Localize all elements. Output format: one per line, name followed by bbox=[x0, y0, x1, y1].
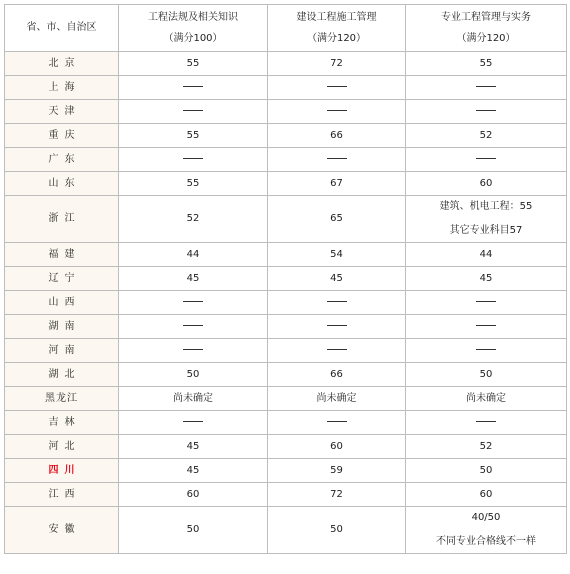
table-row bbox=[5, 124, 567, 148]
table-body bbox=[5, 52, 567, 554]
score-cell-c2: 59 bbox=[268, 459, 406, 483]
score-cell-c3 bbox=[406, 483, 567, 507]
score-cell-c3 bbox=[406, 52, 567, 76]
score-cell-c2: 66 bbox=[268, 124, 406, 148]
score-value: 50 bbox=[479, 368, 493, 380]
score-value: 不同专业合格线不一样 bbox=[436, 536, 536, 547]
dash-mark bbox=[183, 110, 203, 111]
score-cell-c2: 66 bbox=[268, 363, 406, 387]
score-cell-c2 bbox=[268, 76, 406, 100]
score-cell-c3 bbox=[406, 148, 567, 172]
score-cell-c3 bbox=[406, 172, 567, 196]
score-cell-c2: 45 bbox=[268, 267, 406, 291]
score-cell-c1 bbox=[119, 291, 268, 315]
header-col1-full: （满分100） bbox=[163, 32, 223, 44]
score-cell-c1: 45 bbox=[119, 267, 268, 291]
score-table-container bbox=[4, 4, 566, 554]
score-cell-c3 bbox=[406, 243, 567, 267]
score-cell-c3 bbox=[406, 291, 567, 315]
region-cell: 山西 bbox=[5, 291, 119, 315]
table-row bbox=[5, 339, 567, 363]
dash-mark bbox=[327, 301, 347, 302]
region-cell: 安徽 bbox=[5, 507, 119, 554]
region-cell: 江西 bbox=[5, 483, 119, 507]
table-row bbox=[5, 387, 567, 411]
score-cell-c1: 45 bbox=[119, 459, 268, 483]
score-cell-c3 bbox=[406, 196, 567, 243]
region-cell: 福建 bbox=[5, 243, 119, 267]
dash-mark bbox=[327, 349, 347, 350]
dash-mark bbox=[327, 86, 347, 87]
header-col3-full: （满分120） bbox=[456, 32, 516, 44]
score-cell-c2: 60 bbox=[268, 435, 406, 459]
table-row bbox=[5, 483, 567, 507]
region-cell: 山东 bbox=[5, 172, 119, 196]
score-cell-c1: 55 bbox=[119, 52, 268, 76]
table-row bbox=[5, 52, 567, 76]
score-cell-c3 bbox=[406, 507, 567, 554]
dash-mark bbox=[476, 158, 496, 159]
dash-mark bbox=[183, 325, 203, 326]
score-cell-c1 bbox=[119, 339, 268, 363]
header-col2-title: 建设工程施工管理 bbox=[296, 11, 377, 23]
region-cell: 广东 bbox=[5, 148, 119, 172]
score-cell-c2 bbox=[268, 148, 406, 172]
score-cell-c2: 67 bbox=[268, 172, 406, 196]
score-cell-c1 bbox=[119, 411, 268, 435]
score-cell-c2 bbox=[268, 411, 406, 435]
region-cell: 湖南 bbox=[5, 315, 119, 339]
score-value: 55 bbox=[479, 57, 493, 69]
region-cell: 河北 bbox=[5, 435, 119, 459]
score-cell-c3 bbox=[406, 363, 567, 387]
score-value: 尚未确定 bbox=[466, 392, 506, 404]
score-cell-c1: 尚未确定 bbox=[119, 387, 268, 411]
header-region bbox=[5, 5, 119, 52]
table-row bbox=[5, 363, 567, 387]
dash-mark bbox=[183, 421, 203, 422]
score-value: 建筑、机电工程：55 bbox=[439, 201, 533, 212]
score-cell-c2: 50 bbox=[268, 507, 406, 554]
header-col3-title: 专业工程管理与实务 bbox=[441, 11, 531, 23]
region-cell: 辽宁 bbox=[5, 267, 119, 291]
dash-mark bbox=[476, 86, 496, 87]
dash-mark bbox=[327, 158, 347, 159]
score-cell-c3 bbox=[406, 100, 567, 124]
dash-mark bbox=[183, 349, 203, 350]
score-cell-c3 bbox=[406, 435, 567, 459]
dash-mark bbox=[476, 301, 496, 302]
score-cell-c2: 尚未确定 bbox=[268, 387, 406, 411]
table-row bbox=[5, 435, 567, 459]
region-cell: 重庆 bbox=[5, 124, 119, 148]
score-cell-c2: 54 bbox=[268, 243, 406, 267]
table-header bbox=[5, 5, 567, 52]
score-cell-c2 bbox=[268, 315, 406, 339]
region-cell: 上海 bbox=[5, 76, 119, 100]
score-value: 40/50 bbox=[471, 512, 501, 523]
table-row bbox=[5, 100, 567, 124]
dash-mark bbox=[183, 86, 203, 87]
score-cell-c3 bbox=[406, 411, 567, 435]
score-value: 其它专业科目57 bbox=[449, 225, 523, 236]
score-cell-c3 bbox=[406, 76, 567, 100]
score-value: 60 bbox=[479, 177, 493, 189]
region-cell: 湖北 bbox=[5, 363, 119, 387]
score-cell-c2: 72 bbox=[268, 483, 406, 507]
score-cell-c3 bbox=[406, 267, 567, 291]
score-cell-c3 bbox=[406, 315, 567, 339]
header-col2 bbox=[268, 5, 406, 52]
score-value: 50 bbox=[479, 464, 493, 476]
score-value: 44 bbox=[479, 248, 493, 260]
score-cell-c2 bbox=[268, 291, 406, 315]
dash-mark bbox=[327, 325, 347, 326]
score-cell-c3 bbox=[406, 387, 567, 411]
table-row bbox=[5, 459, 567, 483]
table-row bbox=[5, 243, 567, 267]
score-value: 52 bbox=[479, 129, 493, 141]
dash-mark bbox=[327, 421, 347, 422]
region-cell: 天津 bbox=[5, 100, 119, 124]
score-cell-c1: 52 bbox=[119, 196, 268, 243]
table-row bbox=[5, 507, 567, 554]
score-cell-c1: 60 bbox=[119, 483, 268, 507]
region-cell: 四川 bbox=[5, 459, 119, 483]
score-cell-c1: 55 bbox=[119, 172, 268, 196]
table-row bbox=[5, 172, 567, 196]
score-cell-c3 bbox=[406, 339, 567, 363]
header-col1 bbox=[119, 5, 268, 52]
score-cell-c2 bbox=[268, 100, 406, 124]
dash-mark bbox=[183, 158, 203, 159]
dash-mark bbox=[327, 110, 347, 111]
region-cell: 北京 bbox=[5, 52, 119, 76]
score-value: 60 bbox=[479, 488, 493, 500]
region-cell: 浙江 bbox=[5, 196, 119, 243]
table-row bbox=[5, 411, 567, 435]
score-cell-c2: 72 bbox=[268, 52, 406, 76]
dash-mark bbox=[476, 110, 496, 111]
score-cell-c1 bbox=[119, 148, 268, 172]
table-row bbox=[5, 315, 567, 339]
dash-mark bbox=[476, 421, 496, 422]
dash-mark bbox=[476, 349, 496, 350]
table-row bbox=[5, 291, 567, 315]
header-col1-title: 工程法规及相关知识 bbox=[148, 11, 238, 23]
score-cell-c3 bbox=[406, 124, 567, 148]
header-col2-full: （满分120） bbox=[306, 32, 367, 44]
score-cell-c1: 45 bbox=[119, 435, 268, 459]
score-value: 45 bbox=[479, 272, 493, 284]
table-row bbox=[5, 76, 567, 100]
region-cell: 河南 bbox=[5, 339, 119, 363]
passing-score-table bbox=[4, 4, 567, 554]
header-region-label: 省、市、自治区 bbox=[26, 22, 97, 33]
score-cell-c1 bbox=[119, 76, 268, 100]
header-col3 bbox=[406, 5, 567, 52]
table-row bbox=[5, 148, 567, 172]
score-cell-c1: 50 bbox=[119, 507, 268, 554]
dash-mark bbox=[183, 301, 203, 302]
score-cell-c1: 50 bbox=[119, 363, 268, 387]
score-cell-c2 bbox=[268, 339, 406, 363]
score-cell-c1 bbox=[119, 100, 268, 124]
score-cell-c2: 65 bbox=[268, 196, 406, 243]
score-cell-c3 bbox=[406, 459, 567, 483]
table-row bbox=[5, 267, 567, 291]
dash-mark bbox=[476, 325, 496, 326]
score-cell-c1: 55 bbox=[119, 124, 268, 148]
region-cell: 吉林 bbox=[5, 411, 119, 435]
score-cell-c1 bbox=[119, 315, 268, 339]
region-cell: 黑龙江 bbox=[5, 387, 119, 411]
score-value: 52 bbox=[479, 440, 493, 452]
table-row bbox=[5, 196, 567, 243]
score-cell-c1: 44 bbox=[119, 243, 268, 267]
